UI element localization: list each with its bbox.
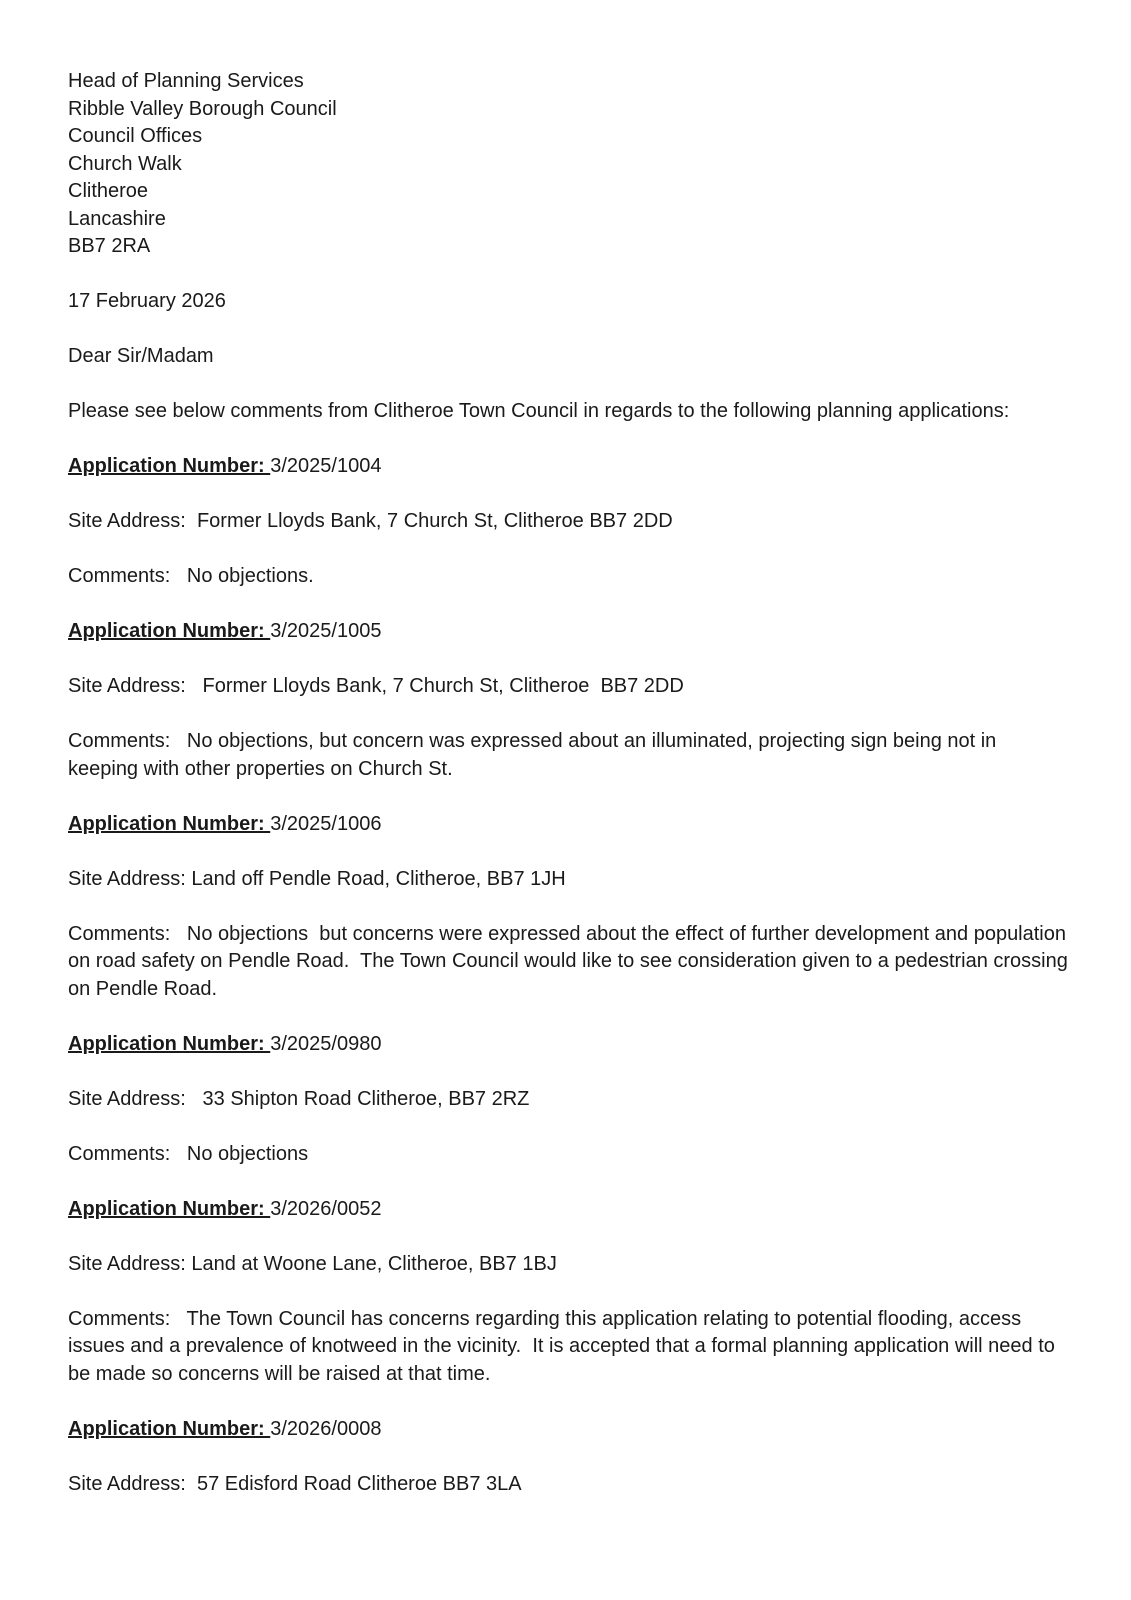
address-line: Church Walk	[68, 152, 182, 175]
application-number-label: Application Number:	[68, 1417, 271, 1440]
comments: Comments: No objections, but concern was expressed about an illuminated, projecting sign being not in keeping with other properties on Church St.	[68, 730, 1002, 780]
address-line: Ribble Valley Borough Council	[68, 97, 337, 120]
letter-date: 17 February 2026	[68, 290, 226, 312]
application-number-label: Application Number:	[68, 1032, 271, 1055]
comments: Comments: No objections.	[68, 565, 314, 587]
site-address: Site Address: Former Lloyds Bank, 7 Church St, Clitheroe BB7 2DD	[68, 675, 684, 697]
site-address: Site Address: Land at Woone Lane, Clitheroe, BB7 1BJ	[68, 1252, 557, 1275]
application-number-line	[68, 1196, 1068, 1224]
comments: Comments: No objections but concerns were expressed about the effect of further development and population on road safety on Pendle Road. The Town Council would like to see consideration given to a pedestrian crossing on Pendle Road.	[68, 922, 1074, 1000]
application-number: 3/2025/1004	[270, 455, 382, 477]
comments: Comments: The Town Council has concerns regarding this application relating to potential flooding, access issues and a prevalence of knotweed in the vicinity. It is accepted that a formal planning application will need to be made so concerns will be raised at that time.	[68, 1307, 1061, 1385]
application-number-line	[68, 453, 1068, 481]
address-line: Council Offices	[68, 125, 203, 147]
application-number-label: Application Number:	[68, 455, 271, 477]
comments: Comments: No objections	[68, 1142, 309, 1165]
application-number: 3/2025/1005	[270, 620, 382, 642]
site-address: Site Address: 33 Shipton Road Clitheroe, BB7 2RZ	[68, 1087, 530, 1110]
application-number-line	[68, 1031, 1068, 1059]
site-address: Site Address: 57 Edisford Road Clitheroe BB7 3LA	[68, 1472, 522, 1495]
application-number-line	[68, 1416, 1068, 1444]
application-number-line	[68, 811, 1068, 839]
address-line: Head of Planning Services	[68, 70, 304, 92]
application-number-label: Application Number:	[68, 1197, 271, 1220]
letter-body	[68, 68, 1074, 1498]
application-number: 3/2025/1006	[270, 812, 382, 835]
application-number: 3/2025/0980	[270, 1032, 382, 1055]
application-number-label: Application Number:	[68, 812, 271, 835]
intro-paragraph: Please see below comments from Clitheroe Town Council in regards to the following planning applications:	[68, 400, 1010, 422]
application-number: 3/2026/0008	[270, 1417, 382, 1440]
salutation: Dear Sir/Madam	[68, 345, 214, 367]
address-line: Clitheroe	[68, 180, 149, 202]
recipient-address	[68, 68, 1068, 261]
application-number-line	[68, 618, 1068, 646]
site-address: Site Address: Former Lloyds Bank, 7 Church St, Clitheroe BB7 2DD	[68, 510, 673, 532]
address-line: BB7 2RA	[68, 235, 151, 257]
site-address: Site Address: Land off Pendle Road, Clitheroe, BB7 1JH	[68, 867, 566, 890]
application-number-label: Application Number:	[68, 620, 271, 642]
application-number: 3/2026/0052	[270, 1197, 382, 1220]
address-line: Lancashire	[68, 207, 166, 230]
